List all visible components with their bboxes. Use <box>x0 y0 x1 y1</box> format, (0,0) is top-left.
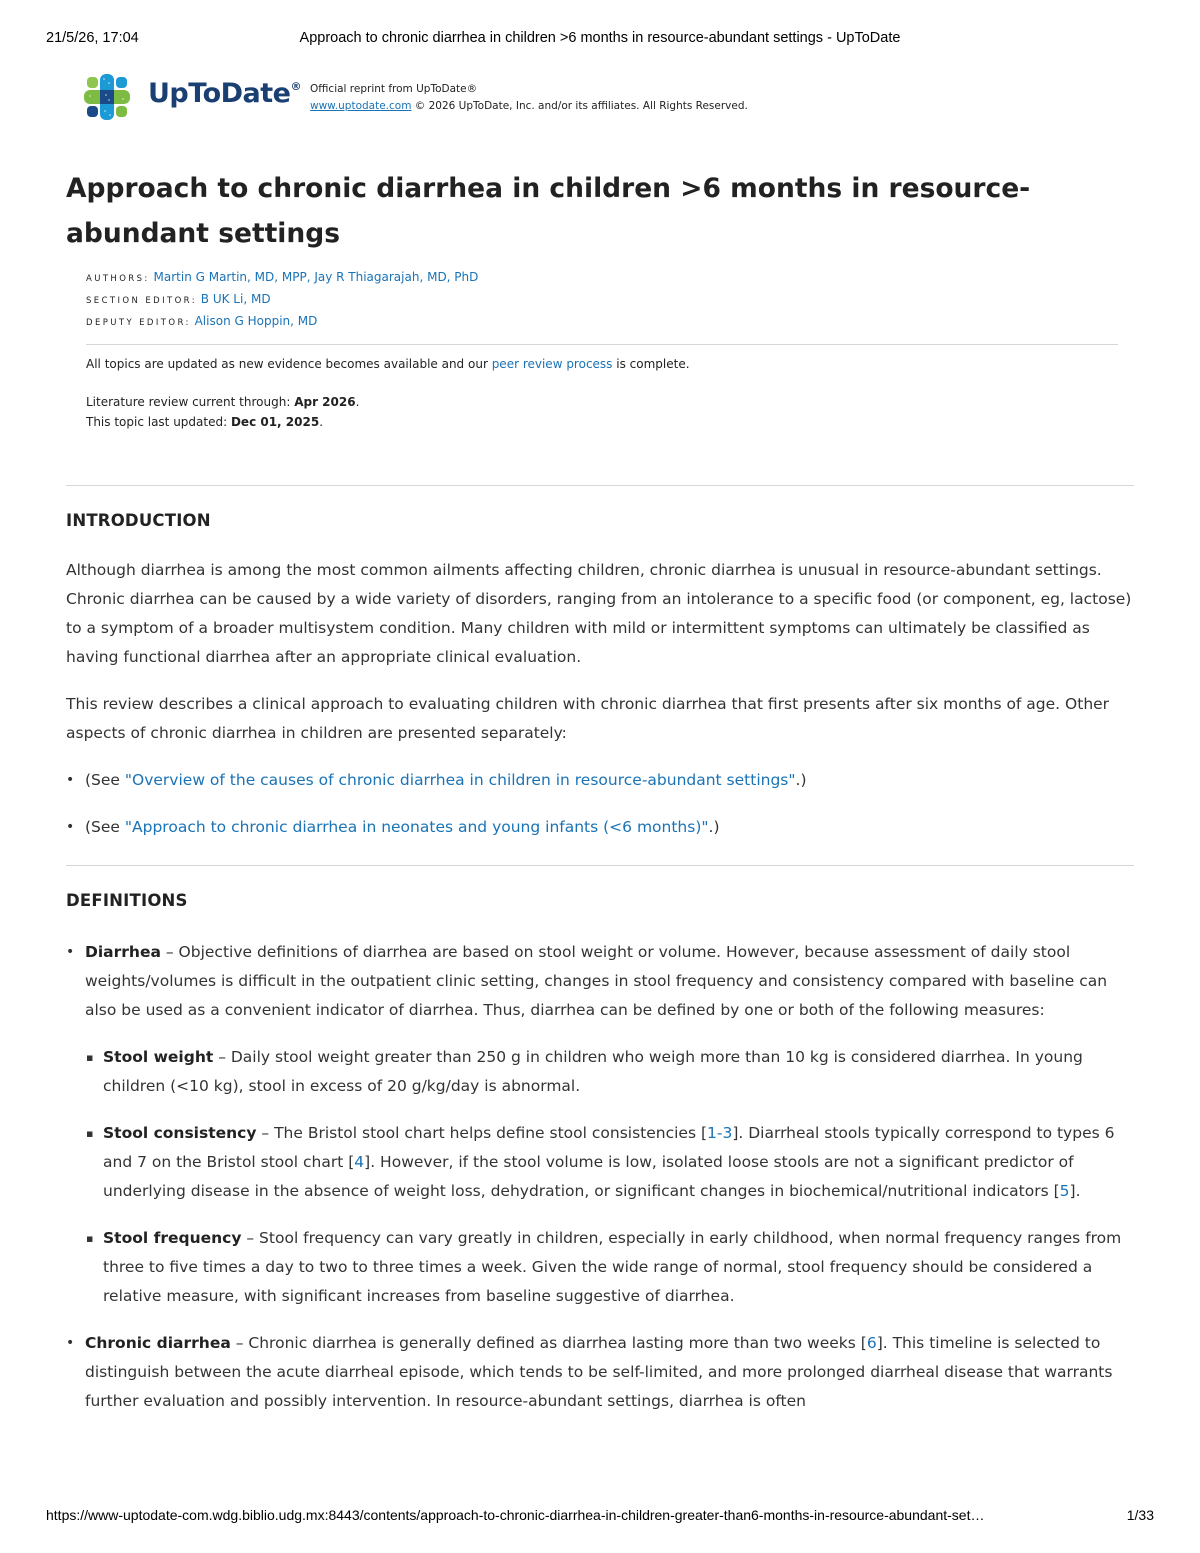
authors-row <box>86 267 478 289</box>
reference-link[interactable]: 4 <box>354 1153 365 1171</box>
reprint-notice <box>310 81 748 115</box>
overview-causes-link[interactable]: "Overview of the causes of chronic diarrhea in children in resource-abundant settings" <box>124 771 796 789</box>
deputy-editor-link[interactable]: Alison G Hoppin, MD <box>194 314 318 328</box>
list-item: ▪ Stool frequency – Stool frequency can vary greatly in children, especially in early childhood, when normal frequency ranges from three to five times a day to two to three times a week. Given the wide range of normal, stool frequency should be considered a relative measure, with significant increases from baseline suggestive of diarrhea. <box>66 1224 1136 1311</box>
page-number: 1/33 <box>1126 1507 1154 1523</box>
section-editor-row <box>86 289 478 311</box>
term-chronic-diarrhea: Chronic diarrhea <box>85 1334 231 1352</box>
print-url: https://www-uptodate-com.wdg.biblio.udg.mx:8443/contents/approach-to-chronic-diarrhea-in-children-greater-than6-months-in-resource-abundant-set… <box>46 1507 985 1523</box>
deputy-editor-label: DEPUTY EDITOR: <box>86 318 191 328</box>
section-editor-label: SECTION EDITOR: <box>86 296 197 306</box>
list-item: • (See "Approach to chronic diarrhea in neonates and young infants (<6 months)".) <box>66 813 1136 842</box>
list-item: • Diarrhea – Objective definitions of diarrhea are based on stool weight or volume. However, because assessment of daily stool weights/volumes is difficult in the outpatient clinic setting, changes in stool frequency and consistency compared with baseline can also be used as a convenient indicator of diarrhea. Thus, diarrhea can be defined by one or both of the following measures: ▪ Stool weight – Daily stool weight greater than 250 g in children who weigh more than 10 kg is considered diarrhea. In young children (<10 kg), stool in excess of 20 g/kg/day is abnormal. ▪ Stool consistency – The Bristol stool chart helps define stool consistencies [1-3]. Diarrheal stools typically correspond to types 6 and 7 on the Bristol stool chart [4]. However, if the stool volume is low, isolated loose stools are not a significant predictor of underlying disease in the absence of weight loss, dehydration, or significant changes in biochemical/nutritional indicators [5]. ▪ Stool frequency – Stool frequency can vary greatly in children, especially in early childhood, when normal frequency ranges from three to five times a day to two to three times a week. Given the wide range of normal, stool frequency should be considered a relative measure, with significant increases from baseline suggestive of diarrhea. <box>66 938 1136 1311</box>
reference-link[interactable]: 6 <box>866 1334 877 1352</box>
literature-review-date: Literature review current through: Apr 2026. <box>86 395 360 409</box>
reprint-line: Official reprint from UpToDate® <box>310 83 478 95</box>
update-notice: All topics are updated as new evidence becomes available and our peer review process is complete. <box>86 357 690 371</box>
uptodate-site-link[interactable]: www.uptodate.com <box>310 100 412 112</box>
term-diarrhea: Diarrhea <box>85 943 161 961</box>
term-stool-consistency: Stool consistency <box>103 1124 257 1142</box>
term-stool-weight: Stool weight <box>103 1048 214 1066</box>
introduction-body <box>66 556 1136 842</box>
intro-paragraph: Although diarrhea is among the most common ailments affecting children, chronic diarrhea is unusual in resource-abundant settings. Chronic diarrhea can be caused by a wide variety of disorders, ranging from an intolerance to a specific food (or component, eg, lactose) to a symptom of a broader multisystem condition. Many children with mild or intermittent symptoms can ultimately be classified as having functional diarrhea after an appropriate clinical evaluation. <box>66 561 1132 666</box>
uptodate-logo-icon <box>84 74 130 120</box>
page-title: Approach to chronic diarrhea in children >6 months in resource-abundant settings <box>66 173 1031 249</box>
list-item: • Chronic diarrhea – Chronic diarrhea is generally defined as diarrhea lasting more than two weeks [6]. This timeline is selected to distinguish between the acute diarrheal episode, which tends to be self-limited, and more prolonged diarrheal disease that warrants further evaluation and possibly intervention. In resource-abundant settings, diarrhea is often <box>66 1329 1136 1416</box>
section-divider <box>66 865 1134 866</box>
measures-list <box>66 1043 1136 1311</box>
reference-link[interactable]: 5 <box>1059 1182 1070 1200</box>
list-item: ▪ Stool weight – Daily stool weight greater than 250 g in children who weigh more than 10 kg is considered diarrhea. In young children (<10 kg), stool in excess of 20 g/kg/day is abnormal. <box>66 1043 1136 1101</box>
print-header <box>46 30 1154 50</box>
reference-link[interactable]: 1-3 <box>707 1124 733 1142</box>
list-item: • (See "Overview of the causes of chronic diarrhea in children in resource-abundant settings".) <box>66 766 1136 795</box>
print-datetime: 21/5/26, 17:04 <box>46 30 139 46</box>
section-heading-introduction: INTRODUCTION <box>66 511 211 530</box>
section-divider <box>66 485 1134 486</box>
authors-label: AUTHORS: <box>86 274 150 284</box>
definitions-list <box>66 938 1136 1416</box>
topic-meta <box>86 267 478 333</box>
last-updated-date: This topic last updated: Dec 01, 2025. <box>86 415 324 429</box>
copyright-line: www.uptodate.com © 2026 UpToDate, Inc. and/or its affiliates. All Rights Reserved. <box>310 100 748 112</box>
logo-wordmark: UpToDate® <box>148 78 301 109</box>
see-also-list <box>66 766 1136 842</box>
meta-divider <box>86 344 1118 345</box>
deputy-editor-row <box>86 311 478 333</box>
peer-review-link[interactable]: peer review process <box>491 357 613 371</box>
section-heading-definitions: DEFINITIONS <box>66 891 188 910</box>
topic-dates <box>86 392 359 432</box>
print-page-title: Approach to chronic diarrhea in children >6 months in resource-abundant settings - UpToDate <box>299 30 901 46</box>
authors-link[interactable]: Martin G Martin, MD, MPP, Jay R Thiagarajah, MD, PhD <box>153 270 479 284</box>
list-item: ▪ Stool consistency – The Bristol stool chart helps define stool consistencies [1-3]. Diarrheal stools typically correspond to types 6 and 7 on the Bristol stool chart [4]. However, if the stool volume is low, isolated loose stools are not a significant predictor of underlying disease in the absence of weight loss, dehydration, or significant changes in biochemical/nutritional indicators [5]. <box>66 1119 1136 1206</box>
section-editor-link[interactable]: B UK Li, MD <box>200 292 271 306</box>
neonates-infants-link[interactable]: "Approach to chronic diarrhea in neonates and young infants (<6 months)" <box>124 818 709 836</box>
intro-paragraph: This review describes a clinical approach to evaluating children with chronic diarrhea that first presents after six months of age. Other aspects of chronic diarrhea in children are presented separately: <box>66 695 1110 742</box>
print-footer <box>46 1507 1154 1527</box>
definitions-body <box>66 938 1136 1416</box>
term-stool-frequency: Stool frequency <box>103 1229 242 1247</box>
